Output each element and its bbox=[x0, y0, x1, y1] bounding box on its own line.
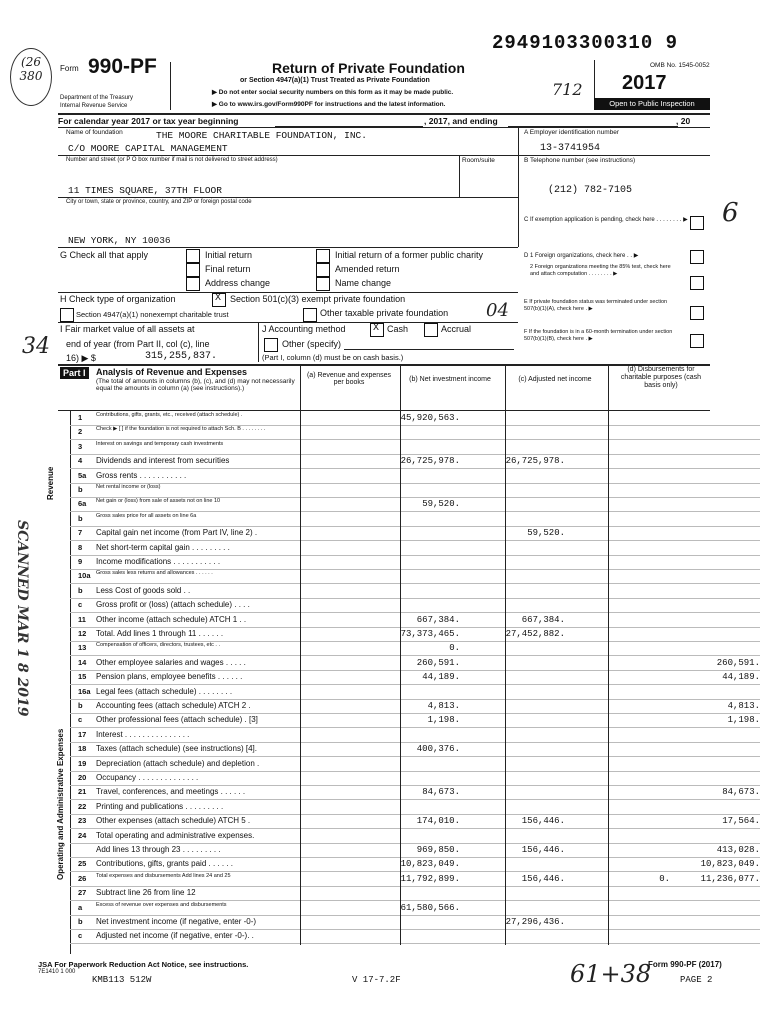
line-label: Net investment income (if negative, enter -0-) bbox=[96, 917, 257, 926]
former-public-charity-checkbox[interactable] bbox=[316, 249, 330, 263]
phone-label: B Telephone number (see instructions) bbox=[524, 157, 636, 164]
other-taxable-label: Other taxable private foundation bbox=[320, 308, 449, 318]
line-number: 24 bbox=[78, 830, 87, 840]
page-number: PAGE 2 bbox=[680, 975, 713, 985]
initial-return-label: Initial return bbox=[205, 250, 253, 260]
line-label: Contributions, gifts, grants, etc., received (attach schedule) . bbox=[96, 412, 243, 418]
table-row bbox=[70, 801, 760, 815]
col-a-value: 73,373,465. bbox=[400, 629, 460, 639]
handwritten-04: 04 bbox=[486, 300, 509, 321]
col-d-header: (d) Disbursements for charitable purposes (cash basis only) bbox=[620, 366, 702, 389]
table-row bbox=[70, 556, 760, 570]
table-row bbox=[70, 527, 760, 541]
cash-checkbox[interactable] bbox=[370, 323, 384, 337]
table-row bbox=[70, 873, 760, 887]
address-change-label: Address change bbox=[205, 278, 271, 288]
line-label: Gross profit or (loss) (attach schedule) . . . . bbox=[96, 600, 250, 610]
col-a-value: 1,198. bbox=[427, 715, 460, 726]
part-i-tag: Part I bbox=[60, 367, 89, 379]
status-terminated-checkbox[interactable] bbox=[690, 306, 704, 320]
entity-rule-1 bbox=[58, 155, 710, 156]
line-number: 27 bbox=[78, 888, 87, 898]
entity-rule-2 bbox=[58, 197, 518, 198]
col-d-value: 10,823,049. bbox=[700, 859, 760, 870]
line-label: Subtract line 26 from line 12 bbox=[96, 888, 196, 898]
line-label: Legal fees (attach schedule) . . . . . . . . bbox=[96, 686, 233, 696]
street-value: 11 TIMES SQUARE, 37TH FLOOR bbox=[68, 185, 222, 196]
other-method-checkbox[interactable] bbox=[264, 338, 278, 352]
col-a-value: 174,010. bbox=[416, 816, 460, 827]
stamp-line-2: 380 bbox=[19, 69, 43, 83]
handwritten-34: 34 bbox=[22, 334, 50, 359]
line-number: 1 bbox=[78, 413, 83, 422]
department-line-2: Internal Revenue Service bbox=[60, 103, 128, 109]
section-g-label: G Check all that apply bbox=[60, 250, 149, 260]
col-a-value: 59,520. bbox=[422, 499, 460, 510]
col-b-value: 27,296,436. bbox=[505, 917, 565, 927]
part-i-header-rule bbox=[58, 410, 710, 411]
fmv-line-1: I Fair market value of all assets at bbox=[60, 324, 195, 334]
col-b-value: 156,446. bbox=[521, 845, 565, 855]
exemption-pending-label: C If exemption application is pending, check here . . . . . . . . ▶ bbox=[524, 217, 688, 223]
scanned-stamp: SCANNED MAR 1 8 2019 bbox=[14, 520, 30, 717]
4947-trust-label: Section 4947(a)(1) nonexempt charitable trust bbox=[76, 310, 229, 319]
col-a-value: 10,823,049. bbox=[400, 859, 460, 870]
exemption-pending-checkbox[interactable] bbox=[690, 216, 704, 230]
table-column-rule bbox=[505, 410, 506, 945]
phone-value: (212) 782-7105 bbox=[548, 185, 633, 196]
line-label: Gross sales less returns and allowances . . . . . . bbox=[96, 570, 213, 577]
form-word: Form bbox=[60, 64, 79, 73]
line-number: 5a bbox=[78, 470, 87, 480]
line-label: Interest on savings and temporary cash investments bbox=[96, 440, 224, 447]
handwritten-page-note: 61+38 bbox=[570, 960, 652, 988]
entity-bottom-rule bbox=[58, 247, 518, 248]
line-number: 19 bbox=[78, 758, 87, 768]
line-label: Total expenses and disbursements Add lines 24 and 25 bbox=[96, 872, 231, 879]
line-number: 3 bbox=[78, 441, 83, 451]
other-method-label: Other (specify) bbox=[282, 339, 342, 349]
line-label: Adjusted net income (if negative, enter -0-). . bbox=[96, 931, 254, 941]
table-row bbox=[70, 714, 760, 728]
tax-year: 2017 bbox=[622, 72, 667, 94]
col-d-value: 4,813. bbox=[727, 701, 760, 711]
col-d-value: 84,673. bbox=[722, 787, 760, 798]
table-row bbox=[70, 830, 760, 844]
col-a-value: 26,725,978. bbox=[400, 456, 460, 467]
table-row bbox=[70, 758, 760, 772]
fmv-value: 315,255,837. bbox=[145, 351, 218, 362]
accrual-label: Accrual bbox=[441, 324, 472, 334]
col-a-value: 11,792,899. bbox=[400, 873, 460, 884]
col-a-value: 84,673. bbox=[422, 787, 460, 798]
revenue-side-label: Revenue bbox=[46, 466, 55, 500]
name-label: Name of foundation bbox=[66, 129, 123, 136]
street-label: Number and street (or P O box number if mail is not delivered to street address) bbox=[66, 157, 278, 163]
line-label: Occupancy . . . . . . . . . . . . . . bbox=[96, 773, 199, 782]
amended-return-checkbox[interactable] bbox=[316, 263, 330, 277]
software-code: KMB113 512W bbox=[92, 975, 152, 985]
line-label: Printing and publications . . . . . . . . . bbox=[96, 801, 224, 811]
line-number: 25 bbox=[78, 859, 87, 869]
line-label: Total. Add lines 1 through 11 . . . . . . bbox=[96, 629, 224, 638]
col-b-value: 667,384. bbox=[521, 614, 565, 625]
table-row bbox=[70, 786, 760, 800]
line-number: 2 bbox=[78, 427, 83, 437]
col-b-value: 26,725,978. bbox=[505, 456, 565, 467]
col-a-value: 44,189. bbox=[422, 672, 460, 683]
line-number: 9 bbox=[78, 557, 83, 566]
line-number: 15 bbox=[78, 672, 87, 682]
line-number: 26 bbox=[78, 873, 87, 883]
col-d-value: 260,591. bbox=[716, 657, 760, 668]
line-number: 10a bbox=[78, 571, 91, 581]
fmv-line-3: 16) ▶ $ bbox=[66, 353, 96, 363]
name-change-label: Name change bbox=[335, 278, 392, 288]
line-label: Travel, conferences, and meetings . . . . . . bbox=[96, 787, 246, 797]
line-label: Check ▶ [ ] if the foundation is not required to attach Sch. B . . . . . . . . bbox=[96, 426, 266, 433]
col-d-value: 413,028. bbox=[716, 845, 760, 855]
other-taxable-checkbox[interactable] bbox=[303, 308, 317, 322]
line-label: Depreciation (attach schedule) and depletion . bbox=[96, 758, 260, 768]
stamp-line-1: (26 bbox=[21, 55, 41, 69]
foreign-85-label: 2 Foreign organizations meeting the 85% test, check here and attach computation . . . . . . . . ▶ bbox=[530, 264, 671, 277]
line-number: b bbox=[78, 917, 83, 926]
col-a-value: 667,384. bbox=[416, 614, 460, 625]
line-number: b bbox=[78, 513, 83, 523]
calendar-ending: , 2017, and ending bbox=[424, 116, 498, 126]
col-a-value: 260,591. bbox=[416, 657, 460, 668]
line-label: Total operating and administrative expenses. bbox=[96, 830, 255, 840]
line-label: Net rental income or (loss) bbox=[96, 484, 161, 490]
final-return-checkbox[interactable] bbox=[186, 263, 200, 277]
foundation-name-2: C/O MOORE CAPITAL MANAGEMENT bbox=[68, 143, 228, 154]
form-number: 990-PF bbox=[88, 55, 157, 78]
handwritten-6: 6 bbox=[722, 198, 739, 228]
city-label: City or town, state or province, country, and ZIP or foreign postal code bbox=[66, 199, 252, 205]
barcode-number: 2949103300310 9 bbox=[492, 32, 679, 54]
table-row bbox=[70, 815, 760, 829]
line-label: Taxes (attach schedule) (see instructions) [4]. bbox=[96, 744, 257, 754]
line-label: Excess of revenue over expenses and disbursements bbox=[96, 901, 227, 908]
ein-label: A Employer identification number bbox=[524, 129, 620, 136]
foundation-name: THE MOORE CHARITABLE FOUNDATION, INC. bbox=[156, 130, 367, 141]
table-row bbox=[70, 412, 760, 426]
line-label: Net short-term capital gain . . . . . . . . . bbox=[96, 542, 230, 552]
line-number: 21 bbox=[78, 787, 87, 797]
amended-return-label: Amended return bbox=[335, 264, 400, 274]
room-divider bbox=[459, 155, 460, 197]
table-row bbox=[70, 426, 760, 440]
name-change-checkbox[interactable] bbox=[316, 277, 330, 291]
table-row bbox=[70, 902, 760, 916]
line-number: 16a bbox=[78, 686, 91, 696]
entity-right-divider bbox=[518, 127, 519, 247]
foreign-85-checkbox[interactable] bbox=[690, 276, 704, 290]
line-label: Compensation of officers, directors, trustees, etc . . bbox=[96, 642, 221, 649]
col-a-value: 61,580,566. bbox=[400, 902, 460, 913]
foreign-org-checkbox[interactable] bbox=[690, 250, 704, 264]
line-number: 14 bbox=[78, 657, 87, 667]
table-row bbox=[70, 686, 760, 700]
line-number: b bbox=[78, 585, 83, 595]
table-column-rule bbox=[300, 410, 301, 945]
line-label: Gross sales price for all assets on line 6a bbox=[96, 512, 197, 519]
table-column-rule bbox=[400, 410, 401, 945]
line-number: 22 bbox=[78, 801, 87, 811]
part-i-description: (The total of amounts in columns (b), (c), and (d) may not necessarily equal the amounts in column (a) (see instructions).) bbox=[96, 378, 295, 392]
table-row bbox=[70, 570, 760, 584]
jsa-code: 7E1410 1 000 bbox=[38, 969, 76, 975]
open-to-public-badge: Open to Public Inspection bbox=[594, 98, 710, 110]
col-b-value: 59,520. bbox=[527, 528, 565, 539]
col-a-value: 969,850. bbox=[416, 845, 460, 855]
calendar-end-year: , 20 bbox=[676, 116, 691, 126]
table-row bbox=[70, 700, 760, 714]
line-number: 7 bbox=[78, 528, 83, 538]
line-number: 11 bbox=[78, 614, 86, 624]
table-row bbox=[70, 599, 760, 613]
line-label: Accounting fees (attach schedule) ATCH 2 . bbox=[96, 701, 251, 710]
form-subtitle-3: ▶ Go to www.irs.gov/Form990PF for instructions and the latest information. bbox=[212, 101, 446, 108]
form-title: Return of Private Foundation bbox=[272, 60, 465, 76]
handwritten-stamp bbox=[10, 48, 52, 106]
col-b-value: 156,446. bbox=[521, 873, 565, 884]
line-number: 12 bbox=[78, 629, 87, 638]
col-d-value: 44,189. bbox=[722, 672, 760, 683]
city-value: NEW YORK, NY 10036 bbox=[68, 235, 171, 246]
table-row bbox=[70, 484, 760, 498]
4947-trust-checkbox[interactable] bbox=[60, 308, 74, 322]
col-d-value: 11,236,077. bbox=[700, 873, 760, 884]
line-number: 17 bbox=[78, 729, 87, 739]
line-number: 4 bbox=[78, 456, 83, 466]
department-line-1: Department of the Treasury bbox=[60, 95, 134, 101]
table-row bbox=[70, 585, 760, 599]
table-row bbox=[70, 628, 760, 642]
section-i-divider bbox=[258, 322, 259, 362]
fmv-line-2: end of year (from Part II, col (c), line bbox=[66, 339, 210, 349]
table-row bbox=[70, 657, 760, 671]
section-h-bottom-rule bbox=[58, 322, 518, 323]
line-number: b bbox=[78, 485, 83, 494]
line-label: Other expenses (attach schedule) ATCH 5 . bbox=[96, 816, 251, 826]
table-row bbox=[70, 858, 760, 872]
header-divider-left bbox=[170, 62, 171, 110]
table-row bbox=[70, 441, 760, 455]
line-label: Capital gain net income (from Part IV, line 2) . bbox=[96, 528, 258, 538]
foreign-org-label: D 1 Foreign organizations, check here . . ▶ bbox=[524, 253, 639, 259]
line-label: Income modifications . . . . . . . . . . . bbox=[96, 557, 221, 566]
table-row bbox=[70, 542, 760, 556]
cash-label: Cash bbox=[387, 324, 409, 334]
col-a-value: 0. bbox=[449, 643, 460, 654]
line-number: 23 bbox=[78, 816, 87, 826]
col-c-value: 0. bbox=[659, 873, 670, 884]
table-row bbox=[70, 887, 760, 901]
software-version: V 17-7.2F bbox=[352, 975, 401, 985]
table-row bbox=[70, 729, 760, 743]
table-row bbox=[70, 455, 760, 469]
ein-value: 13-3741954 bbox=[540, 143, 601, 154]
part-i-title: Analysis of Revenue and Expenses bbox=[96, 367, 248, 377]
line-number: c bbox=[78, 931, 83, 941]
entity-top-rule bbox=[58, 127, 710, 128]
60-month-checkbox[interactable] bbox=[690, 334, 704, 348]
line-number: 20 bbox=[78, 773, 87, 782]
col-c-divider bbox=[505, 364, 506, 410]
expenses-side-label: Operating and Administrative Expenses bbox=[56, 728, 65, 880]
accounting-method-label: J Accounting method bbox=[262, 324, 346, 334]
col-b-value: 27,452,882. bbox=[505, 629, 565, 639]
col-a-value: 45,920,563. bbox=[400, 413, 460, 423]
table-row bbox=[70, 671, 760, 685]
table-row bbox=[70, 916, 760, 930]
form-subtitle-1: or Section 4947(a)(1) Trust Treated as Private Foundation bbox=[240, 77, 430, 84]
former-public-charity-label: Initial return of a former public charity bbox=[335, 250, 484, 260]
line-number: a bbox=[78, 902, 83, 912]
col-d-value: 1,198. bbox=[727, 715, 760, 726]
room-label: Room/suite bbox=[462, 157, 495, 164]
omb-number: OMB No. 1545-0052 bbox=[650, 62, 710, 69]
line-label: Interest . . . . . . . . . . . . . . . bbox=[96, 729, 190, 739]
line-label: Gross rents . . . . . . . . . . . bbox=[96, 470, 187, 480]
col-b-value: 156,446. bbox=[521, 816, 565, 827]
form-reference: Form 990-PF (2017) bbox=[648, 960, 722, 969]
handwritten-712: 712 bbox=[552, 80, 583, 99]
line-label: Pension plans, employee benefits . . . . . . bbox=[96, 672, 243, 682]
header-bottom-rule bbox=[58, 113, 710, 115]
line-label: Other employee salaries and wages . . . . . bbox=[96, 657, 246, 667]
line-number: 8 bbox=[78, 542, 83, 552]
60-month-label: F If the foundation is in a 60-month termination under section 507(b)(1)(B), check here . ▶ bbox=[524, 329, 673, 342]
line-label: Less Cost of goods sold . . bbox=[96, 585, 191, 595]
line-number: c bbox=[78, 600, 83, 610]
status-terminated-label: E If private foundation status was terminated under section 507(b)(1)(A), check here . ▶ bbox=[524, 299, 668, 312]
line-label: Net gain or (loss) from sale of assets not on line 10 bbox=[96, 498, 221, 505]
table-row bbox=[70, 844, 760, 858]
cash-basis-note: (Part I, column (d) must be on cash basis.) bbox=[262, 353, 404, 362]
accrual-checkbox[interactable] bbox=[424, 323, 438, 337]
calendar-year-line: For calendar year 2017 or tax year beginning bbox=[58, 116, 239, 126]
initial-return-checkbox[interactable] bbox=[186, 249, 200, 263]
col-b-divider bbox=[400, 364, 401, 410]
address-change-checkbox[interactable] bbox=[186, 277, 200, 291]
other-method-blank bbox=[344, 349, 514, 350]
col-d-divider bbox=[608, 364, 609, 410]
paperwork-notice: JSA For Paperwork Reduction Act Notice, see instructions. bbox=[38, 960, 249, 969]
line-label: Contributions, gifts, grants paid . . . . . . bbox=[96, 859, 233, 869]
col-a-value: 400,376. bbox=[416, 744, 460, 755]
line-number: c bbox=[78, 715, 83, 725]
line-label: Other income (attach schedule) ATCH 1 . . bbox=[96, 614, 247, 624]
col-c-header: (c) Adjusted net income bbox=[518, 376, 592, 383]
line-number: b bbox=[78, 701, 83, 710]
line-label: Add lines 13 through 23 . . . . . . . . . bbox=[96, 845, 221, 854]
section-g-bottom-rule bbox=[58, 292, 518, 293]
line-number: 13 bbox=[78, 643, 87, 653]
line-label: Other professional fees (attach schedule) . [3] bbox=[96, 715, 258, 725]
col-a-header: (a) Revenue and expenses per books bbox=[306, 372, 392, 386]
table-row bbox=[70, 470, 760, 484]
col-d-value: 17,564. bbox=[722, 816, 760, 827]
section-h-label: H Check type of organization bbox=[60, 294, 176, 304]
table-row bbox=[70, 642, 760, 656]
line-number: 18 bbox=[78, 744, 87, 754]
501c3-label: Section 501(c)(3) exempt private foundation bbox=[230, 294, 406, 304]
table-column-rule bbox=[608, 410, 609, 945]
table-row bbox=[70, 772, 760, 786]
501c3-checkbox[interactable] bbox=[212, 293, 226, 307]
line-number: 6a bbox=[78, 499, 87, 509]
table-row bbox=[70, 498, 760, 512]
col-a-divider bbox=[300, 364, 301, 410]
col-b-header: (b) Net investment income bbox=[409, 376, 491, 383]
table-row bbox=[70, 513, 760, 527]
line-label: Dividends and interest from securities bbox=[96, 456, 230, 466]
form-subtitle-2: ▶ Do not enter social security numbers on this form as it may be made public. bbox=[212, 89, 454, 96]
table-row bbox=[70, 614, 760, 628]
col-a-value: 4,813. bbox=[427, 701, 460, 711]
final-return-label: Final return bbox=[205, 264, 251, 274]
table-row bbox=[70, 930, 760, 944]
table-row bbox=[70, 743, 760, 757]
